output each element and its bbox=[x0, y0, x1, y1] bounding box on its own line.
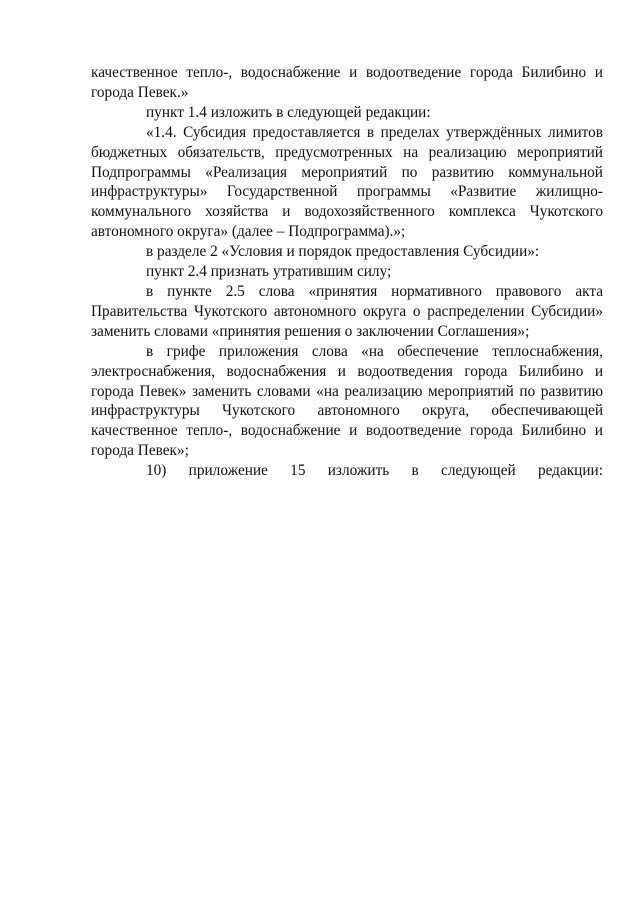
paragraph-section-2: в разделе 2 «Условия и порядок предоставления Субсидии»: bbox=[146, 243, 540, 261]
paragraph-item-10: 10) приложение 15 изложить в следующей редакции: bbox=[146, 462, 603, 480]
paragraph-continuation: качественное тепло-, водоснабжение и водоотведение города Билибино и города Певек.» bbox=[91, 64, 603, 101]
paragraph-appendix-stamp: в грифе приложения слова «на обеспечение теплоснабжения, электроснабжения, водоснабжения и водоотведения города Билибино и города Певек» заменить словами «на реализацию мероприятий по развитию инфраструктуры Чукотского автономного округа, обеспечивающей качественное тепло-, водоснабжение и водоотведение города Билибино и города Певек»; bbox=[91, 342, 603, 460]
paragraph-point-1-4-intro: пункт 1.4 изложить в следующей редакции: bbox=[146, 103, 431, 121]
paragraph-point-2-5: в пункте 2.5 слова «принятия нормативного правового акта Правительства Чукотского автономного округа о распределении Субсидии» заменить словами «принятия решения о заключении Соглашения»; bbox=[91, 282, 603, 340]
paragraph-point-2-4: пункт 2.4 признать утратившим силу; bbox=[146, 263, 392, 281]
document-body bbox=[91, 63, 603, 481]
paragraph-point-1-4-text: «1.4. Субсидия предоставляется в пределах утверждённых лимитов бюджетных обязательств, предусмотренных на реализацию мероприятий Подпрограммы «Реализация мероприятий по развитию коммунальной инфраструктуры» Государственной программы «Развитие жилищно-коммунального хозяйства и водохозяйственного комплекса Чукотского автономного округа» (далее – Подпрограмма).»; bbox=[91, 123, 603, 241]
